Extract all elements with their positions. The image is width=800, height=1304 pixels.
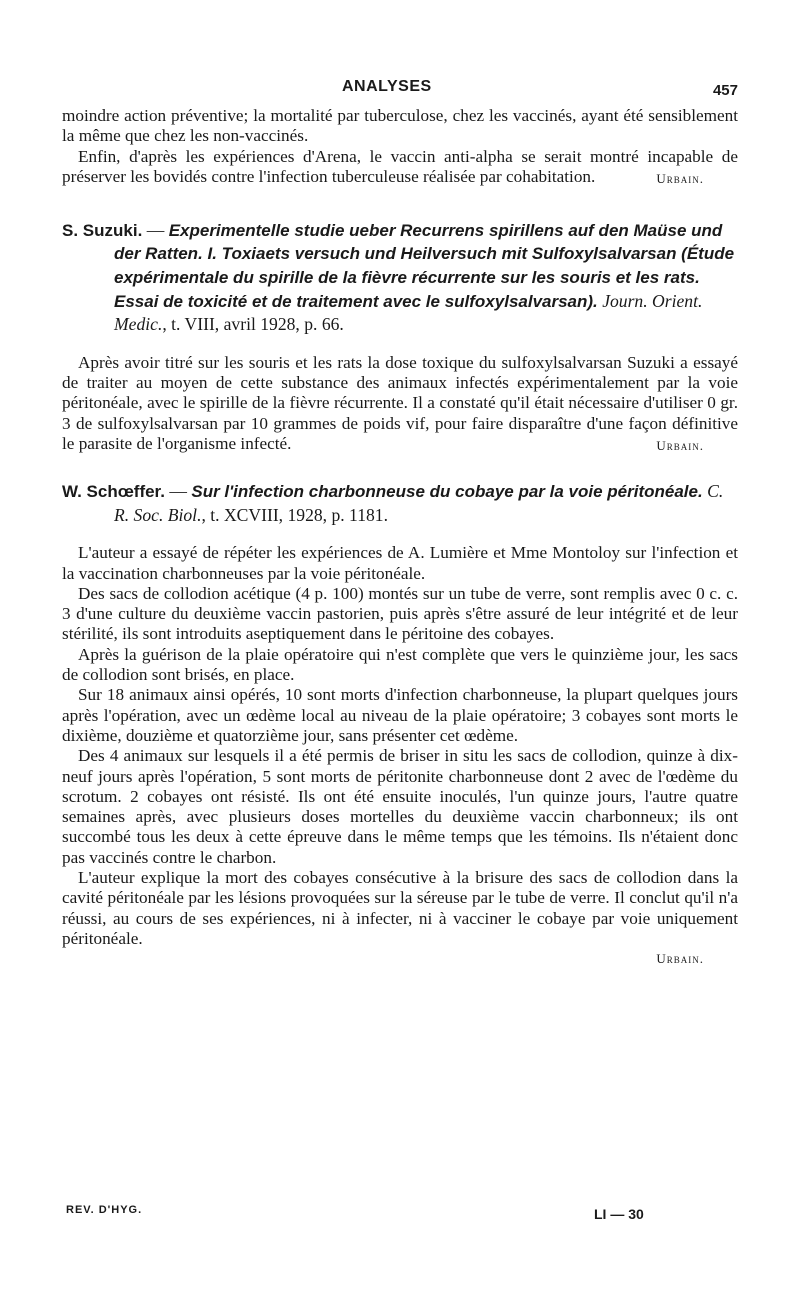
article-2-details: , t. XCVIII, 1928, p. 1181. xyxy=(201,504,388,525)
article-1-title: Experimentelle studie ueber Recurrens spirillens auf den Maüse und der Ratten. I. Toxiaets versuch und Heilversuch mit Sulfoxylsalvarsan (Étude expérimentale du spirille de la fièvre récurrente sur les souris et les rats. Essai de toxicité et de traitement avec le sulfoxylsalvarsan). xyxy=(114,220,735,311)
article-2-title: Sur l'infection charbonneuse du cobaye par la voie péritonéale. xyxy=(191,482,703,502)
running-title: ANALYSES xyxy=(342,78,432,95)
article-2-paragraph: Après la guérison de la plaie opératoire qui n'est complète que vers le quinzième jour, les sacs de collodion sont brisés, en place. xyxy=(62,644,738,685)
article-1-body xyxy=(62,353,738,456)
intro-paragraph-2: Enfin, d'après les expériences d'Arena, le vaccin anti-alpha se serait montré incapable de préserver les bovidés contre l'infection tuberculeuse réalisée par cohabitation. Urbain. xyxy=(62,147,738,188)
intro-signature: Urbain. xyxy=(656,170,704,186)
article-2-body xyxy=(62,543,738,969)
page-footer xyxy=(66,1204,686,1228)
journal-abbreviation: REV. D'HYG. xyxy=(66,1204,143,1216)
article-2-source: C. R. Soc. Biol. xyxy=(114,481,724,525)
page-number: 457 xyxy=(712,82,738,99)
article-1-signature: Urbain. xyxy=(656,438,704,454)
article-2-author: W. Schœffer. xyxy=(62,482,165,502)
article-2-paragraph: Des 4 animaux sur lesquels il a été permis de briser in situ les sacs de collodion, quinze à dix-neuf jours après l'opération, 5 sont morts de péritonite charbonneuse dont 2 avec de l'œdème du scrotum. 2 cobayes ont résisté. Ils ont été ensuite inoculés, l'un quinze jours, l'autre quatre semaines après, avec plusieurs doses mortelles du deuxième vaccin charbonneux; ils ont succombé tous les deux à cette épreuve dans le même temps que les témoins. Ils n'étaient donc pas vaccinés contre le charbon. xyxy=(62,746,738,867)
article-1-source: Journ. Orient. Medic. xyxy=(114,290,703,335)
signature-mark: LI — 30 xyxy=(594,1206,644,1222)
page-header xyxy=(62,72,738,106)
article-1-heading: S. Suzuki. — Experimentelle studie ueber Recurrens spirillens auf den Maüse und der Ratten. I. Toxiaets versuch und Heilversuch mit Sulfoxylsalvarsan (Étude expérimentale du spirille de la fièvre récurrente sur les souris et les rats. Essai de toxicité et de traitement avec le sulfoxylsalvarsan). Journ. Orient. Medic., t. VIII, avril 1928, p. 66. xyxy=(62,219,735,335)
journal-page xyxy=(62,72,738,969)
article-2-paragraph: L'auteur a essayé de répéter les expériences de A. Lumière et Mme Montoloy sur l'infection et la vaccination charbonneuses par la voie péritonéale. xyxy=(62,543,738,583)
article-2-heading: W. Schœffer. — Sur l'infection charbonneuse du cobaye par la voie péritonéale. C. R. Soc. Biol., t. XCVIII, 1928, p. 1181. xyxy=(62,481,724,525)
article-2-signature: Urbain. xyxy=(656,951,704,967)
article-2-paragraph: Des sacs de collodion acétique (4 p. 100) montés sur un tube de verre, sont remplis avec 0 c. c. 3 d'une culture du deuxième vaccin pastorien, puis après s'être assuré de leur intégrité et de leur stérilité, ils sont introduits aseptiquement dans le péritoine des cobayes. xyxy=(62,583,738,644)
article-2-paragraph: Sur 18 animaux ainsi opérés, 10 sont morts d'infection charbonneuse, la plupart quelques jours après l'opération, avec un œdème local au niveau de la plaie opératoire; 3 cobayes sont morts le dixième, douzième et quatorzième jour, sans présenter cet œdème. xyxy=(62,685,738,745)
article-2-paragraph: L'auteur explique la mort des cobayes consécutive à la brisure des sacs de collodion dans la cavité péritonéale par les lésions provoquées sur la séreuse par le tube de verre. Il conclut qu'il n'a réussi, au cours de ses expériences, ni à infecter, ni à vacciner le cobaye par voie uniquement péritonéale. xyxy=(62,867,738,948)
article-1-author: S. Suzuki. xyxy=(62,220,143,240)
intro-paragraph-1: moindre action préventive; la mortalité par tuberculose, chez les vaccinés, ayant été sensiblement la même que chez les non-vaccinés. xyxy=(62,106,738,146)
article-1-text: Après avoir titré sur les souris et les rats la dose toxique du sulfoxylsalvarsan Suzuki a essayé de traiter au moyen de cette substance des animaux infectés expérimentalement par la voie péritonéale, avec le spirille de la fièvre récurrente. Il a constaté qu'il était nécessaire d'utiliser 0 gr. 3 de sulfoxylsalvarsan par 10 grammes de poids vif, pour faire disparaître d'une façon définitive le parasite de l'organisme infecté. xyxy=(62,352,738,454)
article-1-details: , t. VIII, avril 1928, p. 66. xyxy=(162,314,344,335)
